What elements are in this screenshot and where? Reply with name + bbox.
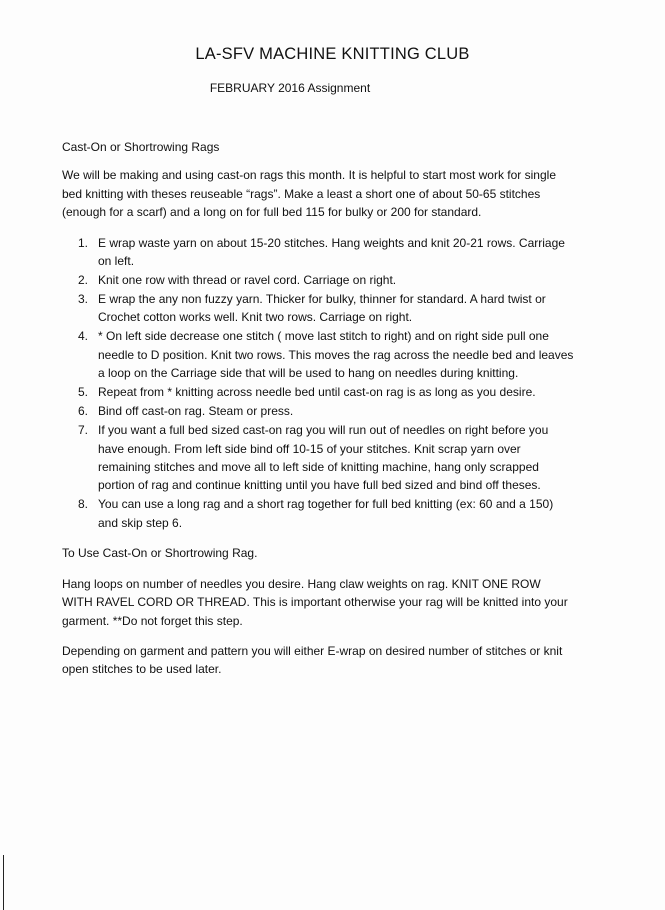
document-body [62,138,574,679]
scan-edge-line [3,855,4,910]
intro-paragraph: We will be making and using cast-on rags this month. It is helpful to start most work for single bed knitting with theses reuseable “rags”. Make a least a short one of about 50-65 stitches (enough for a scarf) and a long on for full bed 115 for bulky or 200 for standard. [62,168,556,220]
step-text: E wrap waste yarn on about 15-20 stitches. Hang weights and knit 20-21 rows. Carriage on left. [98,235,565,269]
step-number: 4. [78,329,89,344]
step-number: 6. [78,404,89,419]
step-text: Bind off cast-on rag. Steam or press. [98,404,294,419]
step-text: * On left side decrease one stitch ( move last stitch to right) and on right side pull one needle to D position. Knit two rows. This moves the rag across the needle bed and leaves a loop on the Carriage side that will be used to hang on needles during knitting. [98,329,574,381]
page-title: LA-SFV MACHINE KNITTING CLUB [195,45,470,63]
step-text: E wrap the any non fuzzy yarn. Thicker for bulky, thinner for standard. A hard twist or Crochet cotton works well. Knit two rows. Carriage on right. [98,292,546,325]
step-text: If you want a full bed sized cast-on rag you will run out of needles on right before you have enough. From left side bind off 10-15 of your stitches. Knit scrap yarn over remaining stitches and move all to left side of knitting machine, hang only scrapped portion of rag and continue knitting until you have full bed sized and bind off theses. [98,423,549,493]
step-number: 5. [78,385,89,400]
list-item [62,271,574,289]
step-text: You can use a long rag and a short rag together for full bed knitting (ex: 60 and a 150) and skip step 6. [98,497,554,530]
list-item [62,383,574,401]
step-number: 8. [78,497,89,512]
step-number: 2. [78,273,89,288]
step-text: Knit one row with thread or ravel cord. Carriage on right. [98,273,397,288]
step-text: Repeat from * knitting across needle bed until cast-on rag is as long as you desire. [98,385,536,400]
section-heading: Cast-On or Shortrowing Rags [62,140,220,154]
step-number: 1. [78,235,89,250]
step-number: 3. [78,292,89,307]
final-paragraph: Depending on garment and pattern you will either E-wrap on desired number of stitches or knit open stitches to be used later. [62,643,563,677]
list-item [62,495,574,532]
step-number: 7. [78,423,89,438]
list-item [62,402,574,420]
use-heading: To Use Cast-On or Shortrowing Rag. [62,546,258,561]
list-item [62,327,574,382]
list-item [62,421,574,495]
list-item [62,290,574,327]
hang-paragraph: Hang loops on number of needles you desire. Hang claw weights on rag. KNIT ONE ROW WITH RAVEL CORD OR THREAD. This is important otherwise your rag will be knitted into your garment. **Do not forget this step. [62,576,568,628]
steps-list [62,234,574,533]
page-subtitle: FEBRUARY 2016 Assignment [209,81,371,95]
list-item [62,234,574,271]
